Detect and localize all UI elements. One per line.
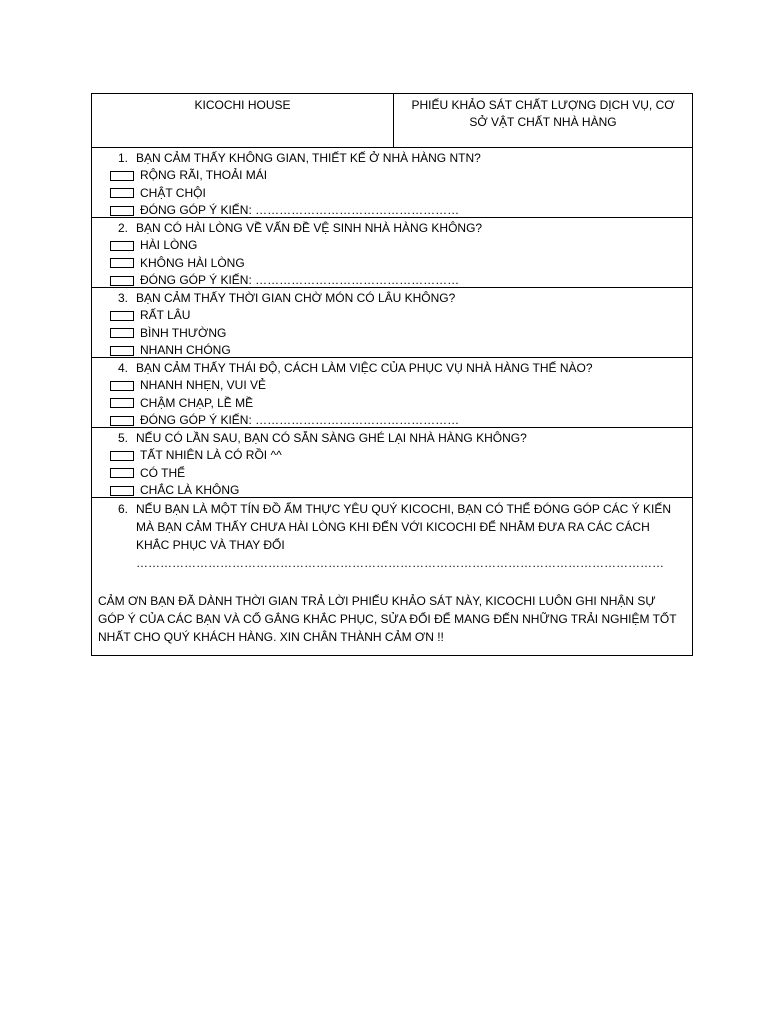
question-section-5	[92, 428, 692, 498]
question-number: 6.	[117, 502, 128, 516]
option-label: RỘNG RÃI, THOẢI MÁI	[140, 168, 268, 182]
option-label: CHẬM CHẠP, LỀ MỀ	[140, 395, 254, 410]
checkbox[interactable]	[110, 346, 134, 356]
form-header	[92, 94, 692, 148]
option-row[interactable]	[92, 185, 692, 203]
question-number: 2.	[117, 221, 128, 235]
option-row[interactable]	[92, 272, 692, 290]
checkbox[interactable]	[110, 328, 134, 338]
question-text: NẾU CÓ LẦN SAU, BẠN CÓ SẴN SÀNG GHÉ LẠI NHÀ HÀNG KHÔNG?	[136, 431, 527, 445]
checkbox[interactable]	[110, 468, 134, 478]
question-text: BẠN CÓ HÀI LÒNG VỀ VẤN ĐỀ VỆ SINH NHÀ HÀNG KHÔNG?	[136, 221, 483, 235]
checkbox[interactable]	[110, 258, 134, 268]
option-label: HÀI LÒNG	[140, 238, 198, 252]
survey-form	[91, 93, 693, 656]
option-label: ĐÓNG GÓP Ý KIẾN: ……………………………………………	[140, 273, 460, 287]
question-number: 4.	[117, 361, 128, 375]
option-label: ĐÓNG GÓP Ý KIẾN: ……………………………………………	[140, 203, 460, 217]
option-label: NHANH NHẸN, VUI VẺ	[140, 378, 267, 392]
checkbox[interactable]	[110, 206, 134, 216]
checkbox[interactable]	[110, 451, 134, 461]
checkbox[interactable]	[110, 486, 134, 496]
question-section-6	[92, 498, 692, 655]
option-label: CHẮC LÀ KHÔNG	[140, 483, 240, 497]
option-label: BÌNH THƯỜNG	[140, 325, 227, 340]
option-label: CÓ THỂ	[140, 465, 186, 480]
option-row[interactable]	[92, 202, 692, 220]
question-number: 3.	[117, 291, 128, 305]
option-row[interactable]	[92, 307, 692, 325]
option-row[interactable]	[92, 255, 692, 273]
option-row[interactable]	[92, 465, 692, 483]
option-row[interactable]	[92, 482, 692, 500]
question-text: BẠN CẢM THẤY THÁI ĐỘ, CÁCH LÀM VIỆC CỦA PHỤC VỤ NHÀ HÀNG THẾ NÀO?	[136, 361, 593, 375]
option-row[interactable]	[92, 342, 692, 360]
survey-title: PHIẾU KHẢO SÁT CHẤT LƯỢNG DỊCH VỤ, CƠ SỞ VẬT CHẤT NHÀ HÀNG	[411, 98, 675, 129]
question-text: NẾU BẠN LÀ MỘT TÍN ĐỒ ẨM THỰC YÊU QUÝ KICOCHI, BẠN CÓ THỂ ĐÓNG GÓP CÁC Ý KIẾN MÀ BẠN CẢM THẤY CHƯA HÀI LÒNG KHI ĐẾN VỚI KICOCHI ĐỂ NHẰM ĐƯA RA CÁC CÁCH KHẮC PHỤC VÀ THAY ĐỔI ……………………………………………………………………………………………………………………	[136, 502, 672, 570]
option-label: KHÔNG HÀI LÒNG	[140, 255, 245, 270]
option-label: RẤT LÂU	[140, 308, 191, 322]
question-text: BẠN CẢM THẤY THỜI GIAN CHỜ MÓN CÓ LÂU KHÔNG?	[136, 291, 456, 305]
checkbox[interactable]	[110, 241, 134, 251]
checkbox[interactable]	[110, 381, 134, 391]
restaurant-name: KICOCHI HOUSE	[92, 94, 394, 147]
checkbox[interactable]	[110, 398, 134, 408]
question-section-3	[92, 288, 692, 358]
question-number: 1.	[117, 151, 128, 165]
option-label: CHẬT CHỘI	[140, 185, 206, 200]
option-label: ĐÓNG GÓP Ý KIẾN: ……………………………………………	[140, 413, 460, 427]
option-row[interactable]	[92, 377, 692, 395]
question-section-2	[92, 218, 692, 288]
question-text: BẠN CẢM THẤY KHÔNG GIAN, THIẾT KẾ Ở NHÀ HÀNG NTN?	[136, 151, 481, 165]
option-row[interactable]	[92, 412, 692, 430]
option-row[interactable]	[92, 395, 692, 413]
question-section-1	[92, 148, 692, 218]
question-section-4	[92, 358, 692, 428]
option-row[interactable]	[92, 447, 692, 465]
option-row[interactable]	[92, 167, 692, 185]
thank-you-message: CẢM ƠN BẠN ĐÃ DÀNH THỜI GIAN TRẢ LỜI PHIẾU KHẢO SÁT NÀY, KICOCHI LUÔN GHI NHẬN SỰ GÓP Ý CỦA CÁC BẠN VÀ CỐ GẮNG KHẮC PHỤC, SỬA ĐỔI ĐỂ MANG ĐẾN NHỮNG TRẢI NGHIỆM TỐT NHẤT CHO QUÝ KHÁCH HÀNG. XIN CHÂN THÀNH CẢM ƠN !!	[98, 594, 677, 644]
checkbox[interactable]	[110, 416, 134, 426]
checkbox[interactable]	[110, 311, 134, 321]
option-row[interactable]	[92, 237, 692, 255]
checkbox[interactable]	[110, 188, 134, 198]
option-row[interactable]	[92, 325, 692, 343]
option-label: NHANH CHÓNG	[140, 343, 231, 357]
checkbox[interactable]	[110, 171, 134, 181]
question-number: 5.	[117, 431, 128, 445]
option-label: TẤT NHIÊN LÀ CÓ RỒI ^^	[140, 448, 282, 462]
checkbox[interactable]	[110, 276, 134, 286]
